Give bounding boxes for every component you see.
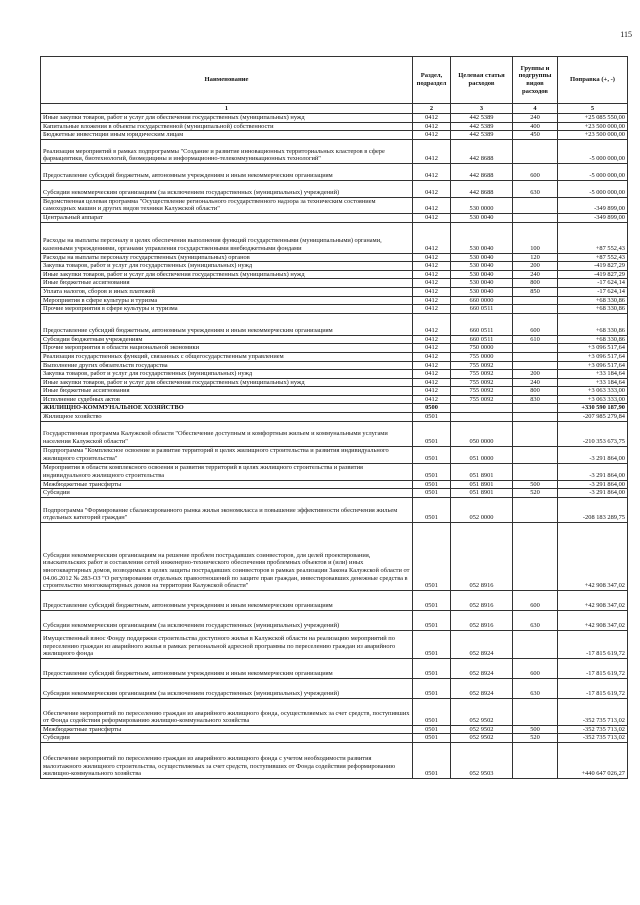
row-amount: +87 552,43	[558, 222, 628, 253]
row-article: 530 0040	[451, 213, 513, 222]
row-name: Закупка товаров, работ и услуг для государственных (муниципальных) нужд	[41, 370, 413, 379]
table-row	[41, 698, 628, 725]
row-group: 240	[513, 270, 558, 279]
row-group: 600	[513, 313, 558, 335]
row-section: 0412	[413, 270, 451, 279]
row-group: 830	[513, 395, 558, 404]
row-article: 530 0040	[451, 279, 513, 288]
table-row	[41, 270, 628, 279]
row-name: Центральный аппарат	[41, 213, 413, 222]
row-name: Субсидии бюджетным учреждениям	[41, 335, 413, 344]
row-article: 530 0040	[451, 270, 513, 279]
row-amount: -207 985 279,84	[558, 413, 628, 422]
row-article: 660 0000	[451, 296, 513, 305]
table-row	[41, 213, 628, 222]
table-row	[41, 610, 628, 630]
row-group	[513, 344, 558, 353]
row-section: 0412	[413, 279, 451, 288]
table-row	[41, 139, 628, 163]
row-group: 520	[513, 734, 558, 743]
table-row	[41, 734, 628, 743]
row-group: 100	[513, 222, 558, 253]
table-body	[41, 114, 628, 779]
row-name: Уплата налогов, сборов и иных платежей	[41, 287, 413, 296]
row-group	[513, 296, 558, 305]
row-section: 0501	[413, 734, 451, 743]
header-number: 3	[451, 104, 513, 114]
row-section: 0412	[413, 378, 451, 387]
row-amount: +3 063 333,00	[558, 387, 628, 396]
row-article: 052 9502	[451, 698, 513, 725]
row-section: 0412	[413, 163, 451, 180]
row-amount: -3 291 864,00	[558, 489, 628, 498]
row-section: 0412	[413, 139, 451, 163]
row-name: Обеспечение мероприятий по переселению граждан из аварийного жилищного фонда, осуществляемых за счет средств, поступивших от Фонда содействия реформированию жилищно-коммунального хозяйства	[41, 698, 413, 725]
row-group: 240	[513, 378, 558, 387]
row-article: 051 0000	[451, 446, 513, 463]
header-name: Наименование	[41, 57, 413, 104]
row-name: Подпрограмма "Комплексное освоение и развитие территорий в целях жилищного строительства и развития индивидуального жилищного строительства"	[41, 446, 413, 463]
row-section: 0501	[413, 413, 451, 422]
row-section: 0412	[413, 296, 451, 305]
row-name: ЖИЛИЩНО-КОММУНАЛЬНОЕ ХОЗЯЙСТВО	[41, 404, 413, 413]
row-name: Мероприятия в сфере культуры и туризма	[41, 296, 413, 305]
row-amount: +68 330,86	[558, 305, 628, 314]
row-group: 600	[513, 590, 558, 610]
row-amount: -352 735 713,02	[558, 725, 628, 734]
header-row	[41, 57, 628, 104]
row-article: 750 0000	[451, 344, 513, 353]
row-article: 530 0040	[451, 222, 513, 253]
row-name: Межбюджетные трансферты	[41, 725, 413, 734]
row-group: 120	[513, 253, 558, 262]
row-name: Обеспечение мероприятий по переселению граждан из аварийного жилищного фонда с учетом необходимости развития малоэтажного жилищного строительства, осуществляемых за счет средств, поступивших от Фонда содействия реформированию жилищно-коммунального хозяйства	[41, 743, 413, 779]
row-group: 630	[513, 610, 558, 630]
row-amount: -352 735 713,02	[558, 698, 628, 725]
table-row	[41, 395, 628, 404]
row-section: 0412	[413, 287, 451, 296]
row-amount: +87 552,43	[558, 253, 628, 262]
row-section: 0501	[413, 421, 451, 446]
row-name: Иные закупки товаров, работ и услуг для обеспечения государственных (муниципальных) нужд	[41, 114, 413, 123]
row-section: 0501	[413, 743, 451, 779]
table-row	[41, 197, 628, 213]
row-article: 442 8688	[451, 163, 513, 180]
row-name: Исполнение судебных актов	[41, 395, 413, 404]
table-row	[41, 370, 628, 379]
row-amount: -210 353 673,75	[558, 421, 628, 446]
row-name: Подпрограмма "Формирование сбалансированного рынка жилья экономкласса и повышение эффективности обеспечения жильем отдельных категорий граждан"	[41, 497, 413, 522]
header-number: 2	[413, 104, 451, 114]
row-section: 0501	[413, 725, 451, 734]
row-group	[513, 213, 558, 222]
row-name: Капитальные вложения в объекты государственной (муниципальной) собственности	[41, 122, 413, 131]
header-number-row	[41, 104, 628, 114]
row-section: 0412	[413, 122, 451, 131]
row-article: 052 8924	[451, 678, 513, 698]
row-section: 0501	[413, 480, 451, 489]
row-group: 400	[513, 122, 558, 131]
row-group	[513, 463, 558, 480]
table-row	[41, 313, 628, 335]
row-group: 610	[513, 335, 558, 344]
row-group: 500	[513, 480, 558, 489]
row-group: 630	[513, 180, 558, 197]
row-article: 052 8924	[451, 658, 513, 678]
row-article: 755 0092	[451, 395, 513, 404]
row-name: Субсидии	[41, 489, 413, 498]
row-amount: +68 330,86	[558, 313, 628, 335]
row-article: 755 0092	[451, 361, 513, 370]
row-article: 051 8901	[451, 489, 513, 498]
row-amount: -5 000 000,00	[558, 139, 628, 163]
row-section: 0412	[413, 387, 451, 396]
row-article	[451, 413, 513, 422]
row-name: Субсидии некоммерческим организациям (за исключением государственных (муниципальных) учреждений)	[41, 610, 413, 630]
row-section: 0412	[413, 361, 451, 370]
table-row	[41, 446, 628, 463]
row-amount: -5 000 000,00	[558, 163, 628, 180]
table-row	[41, 480, 628, 489]
row-amount: +3 096 517,64	[558, 344, 628, 353]
row-name: Ведомственная целевая программа "Осуществление регионального государственного надзора за техническим состоянием самоходных машин и других видов техники Калужской области"	[41, 197, 413, 213]
row-article: 050 0000	[451, 421, 513, 446]
row-article: 052 9502	[451, 725, 513, 734]
row-amount: +330 590 187,90	[558, 404, 628, 413]
row-section: 0501	[413, 463, 451, 480]
row-amount: -352 735 713,02	[558, 734, 628, 743]
header-group: Группы и подгруппы видов расходов	[513, 57, 558, 104]
row-article: 755 0092	[451, 370, 513, 379]
row-name: Субсидии некоммерческим организациям на решение проблем пострадавших соинвесторов, для целей проектирования, изыскательских работ и составления сетей инженерно-технического обеспечения проблемных объектов и (или) иных многоквартирных домов, возводимых в целях защиты пострадавших соинвесторов в рамках реализации Закона Калужской области от 04.06.2012 № 283-ОЗ "О регулировании отдельных правоотношений по защите прав граждан, инвестировавших денежные средства в строительство многоквартирных домов на территории Калужской области"	[41, 522, 413, 590]
row-group	[513, 139, 558, 163]
row-group: 600	[513, 163, 558, 180]
row-article: 442 8688	[451, 180, 513, 197]
row-article: 052 9503	[451, 743, 513, 779]
table-row	[41, 279, 628, 288]
row-section: 0412	[413, 131, 451, 140]
row-section: 0412	[413, 180, 451, 197]
row-amount: +440 647 026,27	[558, 743, 628, 779]
row-section: 0412	[413, 352, 451, 361]
row-group	[513, 698, 558, 725]
table-row	[41, 114, 628, 123]
row-amount: -3 291 864,00	[558, 446, 628, 463]
header-article: Целевая статья расходов	[451, 57, 513, 104]
row-name: Иные закупки товаров, работ и услуг для обеспечения государственных (муниципальных) нужд	[41, 378, 413, 387]
header-number: 1	[41, 104, 413, 114]
row-group: 450	[513, 131, 558, 140]
table-row	[41, 262, 628, 271]
row-name: Предоставление субсидий бюджетным, автономным учреждениям и иным некоммерческим организациям	[41, 163, 413, 180]
row-section: 0501	[413, 522, 451, 590]
row-group: 500	[513, 725, 558, 734]
table-row	[41, 387, 628, 396]
table-row	[41, 131, 628, 140]
row-group	[513, 352, 558, 361]
row-amount: +25 085 550,00	[558, 114, 628, 123]
row-amount: +42 908 347,02	[558, 522, 628, 590]
row-name: Имущественный взнос Фонду поддержки строительства доступного жилья в Калужской области на реализацию мероприятий по переселению граждан из аварийного жилья в рамках региональной адресной программы по переселению граждан из аварийного жилищного фонда	[41, 630, 413, 658]
table-row	[41, 725, 628, 734]
row-name: Иные закупки товаров, работ и услуг для обеспечения государственных (муниципальных) нужд	[41, 270, 413, 279]
row-article: 442 5389	[451, 122, 513, 131]
row-amount: -5 000 000,00	[558, 180, 628, 197]
table-row	[41, 522, 628, 590]
row-section: 0412	[413, 253, 451, 262]
header-amount: Поправка (+, -)	[558, 57, 628, 104]
row-group: 850	[513, 287, 558, 296]
row-article: 052 8924	[451, 630, 513, 658]
table-row	[41, 463, 628, 480]
row-amount: -17 815 619,72	[558, 630, 628, 658]
row-section: 0501	[413, 630, 451, 658]
row-section: 0412	[413, 395, 451, 404]
row-name: Межбюджетные трансферты	[41, 480, 413, 489]
header-section: Раздел, подраздел	[413, 57, 451, 104]
table-row	[41, 361, 628, 370]
row-section: 0412	[413, 305, 451, 314]
row-section: 0412	[413, 370, 451, 379]
table-row	[41, 421, 628, 446]
row-amount: -17 624,14	[558, 287, 628, 296]
row-amount: -419 827,29	[558, 262, 628, 271]
row-section: 0412	[413, 335, 451, 344]
row-section: 0501	[413, 497, 451, 522]
row-article: 052 0000	[451, 497, 513, 522]
row-section: 0500	[413, 404, 451, 413]
row-section: 0501	[413, 590, 451, 610]
row-article: 051 8901	[451, 480, 513, 489]
row-name: Прочие мероприятия в области национальной экономики	[41, 344, 413, 353]
row-section: 0501	[413, 658, 451, 678]
row-section: 0412	[413, 213, 451, 222]
row-group: 520	[513, 489, 558, 498]
header-number: 4	[513, 104, 558, 114]
table-row	[41, 344, 628, 353]
row-name: Субсидии	[41, 734, 413, 743]
row-group: 600	[513, 658, 558, 678]
header-number: 5	[558, 104, 628, 114]
row-amount: -17 815 619,72	[558, 678, 628, 698]
row-amount: -3 291 864,00	[558, 480, 628, 489]
row-article: 530 0040	[451, 253, 513, 262]
row-name: Бюджетные инвестиции иным юридическим лицам	[41, 131, 413, 140]
row-article: 051 8901	[451, 463, 513, 480]
row-article: 052 9502	[451, 734, 513, 743]
row-section: 0412	[413, 313, 451, 335]
table-row	[41, 497, 628, 522]
row-section: 0501	[413, 489, 451, 498]
row-amount: +23 500 000,00	[558, 131, 628, 140]
row-name: Расходы на выплаты персоналу государственных (муниципальных) органов	[41, 253, 413, 262]
table-row	[41, 590, 628, 610]
table-row	[41, 658, 628, 678]
table-row	[41, 296, 628, 305]
row-article: 052 8916	[451, 590, 513, 610]
table-row	[41, 335, 628, 344]
row-name: Иные бюджетные ассигнования	[41, 279, 413, 288]
table-row	[41, 743, 628, 779]
row-name: Расходы на выплаты персоналу в целях обеспечения выполнения функций государственными (муниципальными) органами, казенными учреждениями, органами управления государственными внебюджетными фондами	[41, 222, 413, 253]
row-name: Государственная программа Калужской области "Обеспечение доступным и комфортным жильем и коммунальными услугами населения Калужской области"	[41, 421, 413, 446]
row-amount: +33 184,64	[558, 370, 628, 379]
row-article	[451, 404, 513, 413]
row-amount: -349 899,00	[558, 213, 628, 222]
row-article: 660 0511	[451, 313, 513, 335]
row-section: 0412	[413, 114, 451, 123]
row-amount: +68 330,86	[558, 335, 628, 344]
row-group: 200	[513, 370, 558, 379]
page-number: 115	[620, 30, 632, 39]
table-row	[41, 287, 628, 296]
row-section: 0412	[413, 344, 451, 353]
row-amount: +68 330,86	[558, 296, 628, 305]
row-article: 052 8916	[451, 610, 513, 630]
row-group: 240	[513, 114, 558, 123]
row-amount: +3 096 517,64	[558, 361, 628, 370]
row-amount: -419 827,29	[558, 270, 628, 279]
row-amount: +33 184,64	[558, 378, 628, 387]
row-group	[513, 305, 558, 314]
row-amount: -17 624,14	[558, 279, 628, 288]
row-group	[513, 421, 558, 446]
row-group	[513, 361, 558, 370]
row-article: 755 0092	[451, 387, 513, 396]
row-name: Закупка товаров, работ и услуг для государственных (муниципальных) нужд	[41, 262, 413, 271]
row-name: Иные бюджетные ассигнования	[41, 387, 413, 396]
row-name: Субсидии некоммерческим организациям (за исключением государственных (муниципальных) учреждений)	[41, 678, 413, 698]
row-section: 0501	[413, 678, 451, 698]
row-amount: -208 183 289,75	[558, 497, 628, 522]
row-article: 660 0511	[451, 335, 513, 344]
table-row	[41, 378, 628, 387]
row-group: 800	[513, 387, 558, 396]
row-group	[513, 522, 558, 590]
table-row	[41, 253, 628, 262]
row-name: Предоставление субсидий бюджетным, автономным учреждениям и иным некоммерческим организациям	[41, 658, 413, 678]
row-name: Выполнение других обязательств государства	[41, 361, 413, 370]
table-row	[41, 352, 628, 361]
row-section: 0412	[413, 197, 451, 213]
table-row	[41, 180, 628, 197]
table-row	[41, 413, 628, 422]
table-row	[41, 404, 628, 413]
row-article: 755 0000	[451, 352, 513, 361]
row-amount: +3 096 517,64	[558, 352, 628, 361]
row-name: Субсидии некоммерческим организациям (за исключением государственных (муниципальных) учреждений)	[41, 180, 413, 197]
row-name: Мероприятия в области комплексного освоения и развития территорий в целях жилищного строительства и развития индивидуального жилищного строительства	[41, 463, 413, 480]
row-group	[513, 630, 558, 658]
row-article: 442 5389	[451, 114, 513, 123]
row-group	[513, 446, 558, 463]
row-group: 200	[513, 262, 558, 271]
table-row	[41, 305, 628, 314]
row-article: 442 5389	[451, 131, 513, 140]
row-amount: +3 063 333,00	[558, 395, 628, 404]
row-name: Прочие мероприятия в сфере культуры и туризма	[41, 305, 413, 314]
table-row	[41, 630, 628, 658]
row-article: 660 0511	[451, 305, 513, 314]
row-group: 800	[513, 279, 558, 288]
row-section: 0412	[413, 262, 451, 271]
row-name: Предоставление субсидий бюджетным, автономным учреждениям и иным некоммерческим организациям	[41, 313, 413, 335]
row-group	[513, 413, 558, 422]
row-section: 0501	[413, 698, 451, 725]
row-group	[513, 497, 558, 522]
row-section: 0412	[413, 222, 451, 253]
row-amount: -349 899,00	[558, 197, 628, 213]
table-row	[41, 222, 628, 253]
row-article: 755 0092	[451, 378, 513, 387]
row-article: 530 0040	[451, 287, 513, 296]
row-article: 052 8916	[451, 522, 513, 590]
row-group	[513, 197, 558, 213]
row-article: 442 8688	[451, 139, 513, 163]
row-name: Реализация мероприятий в рамках подпрограммы "Создание и развитие инновационных территориальных кластеров в сфере фармацевтики, биотехнологий, биомедицины и информационно-телекоммуникационных технологий"	[41, 139, 413, 163]
row-article: 530 0040	[451, 262, 513, 271]
table-row	[41, 678, 628, 698]
table-row	[41, 163, 628, 180]
budget-table	[40, 56, 628, 779]
table-row	[41, 122, 628, 131]
row-amount: +42 908 347,02	[558, 610, 628, 630]
row-section: 0501	[413, 446, 451, 463]
row-name: Реализация государственных функций, связанных с общегосударственным управлением	[41, 352, 413, 361]
row-section: 0501	[413, 610, 451, 630]
row-group	[513, 743, 558, 779]
row-group	[513, 404, 558, 413]
row-amount: +42 908 347,02	[558, 590, 628, 610]
row-group: 630	[513, 678, 558, 698]
row-article: 530 0000	[451, 197, 513, 213]
row-name: Жилищное хозяйство	[41, 413, 413, 422]
row-amount: -3 291 864,00	[558, 463, 628, 480]
row-amount: +23 500 000,00	[558, 122, 628, 131]
row-name: Предоставление субсидий бюджетным, автономным учреждениям и иным некоммерческим организациям	[41, 590, 413, 610]
row-amount: -17 815 619,72	[558, 658, 628, 678]
table-row	[41, 489, 628, 498]
